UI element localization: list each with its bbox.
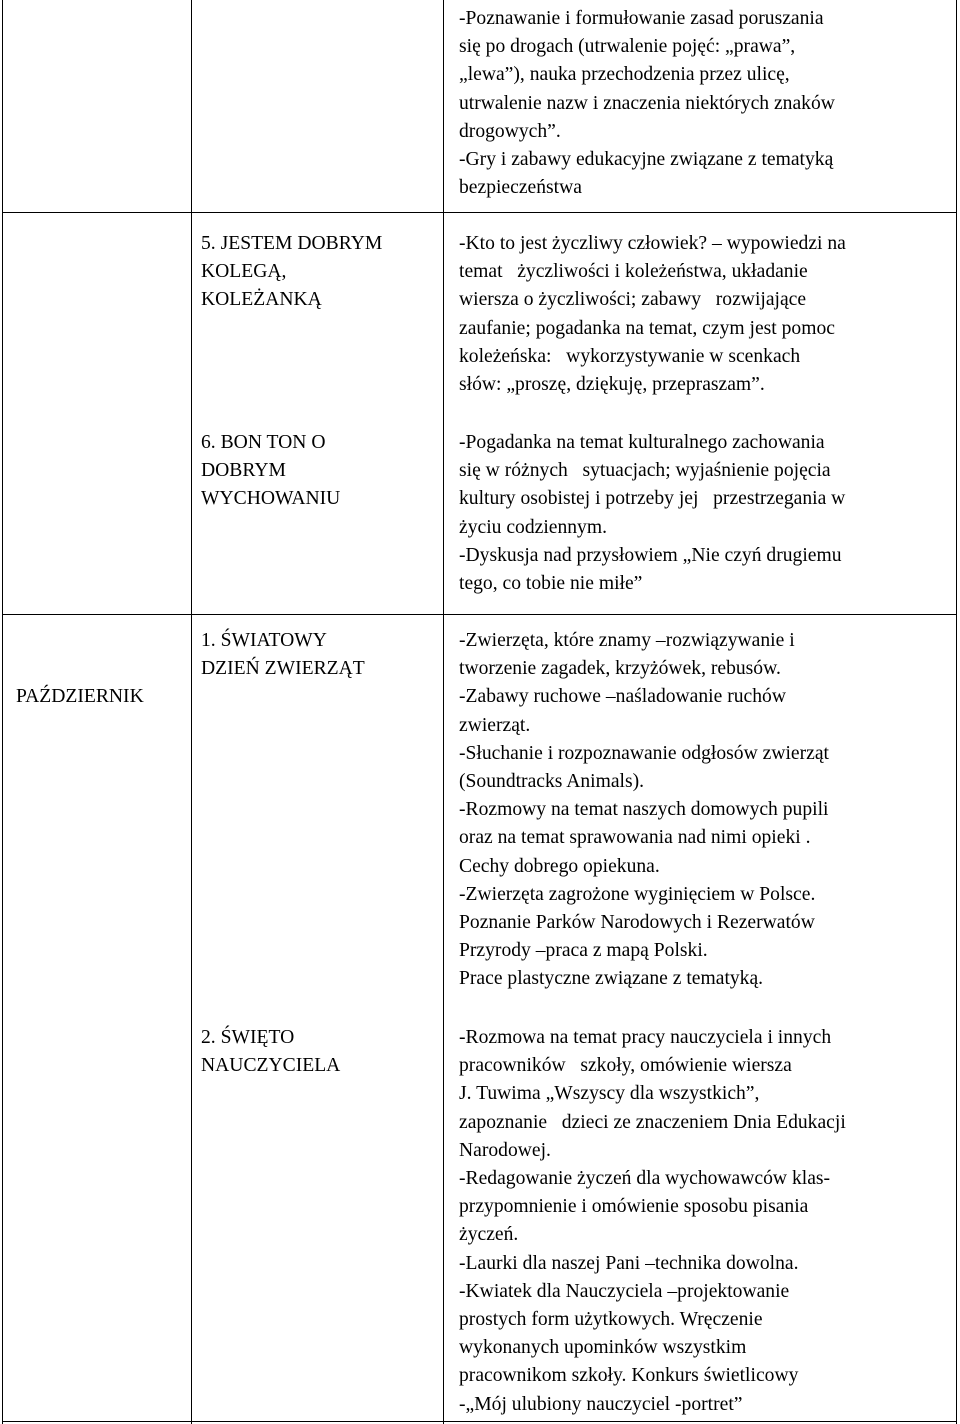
text-line: Prace plastyczne związane z tematyką. <box>459 968 764 990</box>
text-line: -Laurki dla naszej Pani –technika dowolna. <box>459 1252 799 1274</box>
text-line: NAUCZYCIELA <box>201 1055 341 1077</box>
text-line: -Kwiatek dla Nauczyciela –projektowanie <box>459 1280 790 1302</box>
table-border-bottom <box>2 1421 957 1422</box>
text-line: -Zwierzęta, które znamy –rozwiązywanie i <box>459 630 795 651</box>
text-line: zwierząt. <box>459 714 531 736</box>
text-line: Cechy dobrego opiekuna. <box>459 855 660 877</box>
text-line: -Kto to jest życzliwy człowiek? – wypowiedzi na <box>459 233 846 254</box>
text-line: J. Tuwima „Wszyscy dla wszystkich”, <box>459 1083 760 1105</box>
activity-description <box>459 230 955 399</box>
text-line: (Soundtracks Animals). <box>459 771 645 793</box>
text-line: koleżeńska: wykorzystywanie w scenkach <box>459 345 801 367</box>
text-line: drogowych”. <box>459 120 561 142</box>
text-line: Narodowej. <box>459 1139 551 1161</box>
activity-description <box>459 627 955 994</box>
month-label <box>16 627 186 768</box>
text-line: kultury osobistej i potrzeby jej przestrzegania w <box>459 488 846 510</box>
text-line: -Słuchanie i rozpoznawanie odgłosów zwierząt <box>459 742 829 764</box>
text-line: -„Mój ulubiony nauczyciel -portret” <box>459 1393 743 1415</box>
text-line: 5. JESTEM DOBRYM <box>201 233 383 254</box>
row-divider <box>2 614 957 615</box>
text-line: DZIEŃ ZWIERZĄT <box>201 658 365 680</box>
row-divider <box>2 212 957 213</box>
text-line: tego, co tobie nie miłe” <box>459 573 643 595</box>
topic-title <box>201 627 433 683</box>
text-line: -Dyskusja nad przysłowiem „Nie czyń drugiemu <box>459 544 842 566</box>
text-line: -Rozmowy na temat naszych domowych pupili <box>459 799 829 821</box>
text-line: tworzenie zagadek, krzyżówek, rebusów. <box>459 658 781 680</box>
text-line: Poznanie Parków Narodowych i Rezerwatów <box>459 912 815 934</box>
text-line: 1. ŚWIATOWY <box>201 630 327 651</box>
text-line: „lewa”), nauka przechodzenia przez ulicę, <box>459 64 790 86</box>
text-line: utrwalenie nazw i znaczenia niektórych znaków <box>459 92 835 114</box>
text-line: się po drogach (utrwalenie pojęć: „prawa”, <box>459 36 796 58</box>
table-border-left <box>2 0 3 1424</box>
month-name: PAŹDZIERNIK <box>16 686 144 708</box>
text-line: prostych form użytkowych. Wręczenie <box>459 1309 763 1331</box>
text-line: wykonanych upominków wszystkim <box>459 1337 747 1359</box>
text-line: życiu codziennym. <box>459 516 607 538</box>
text-line: oraz na temat sprawowania nad nimi opieki . <box>459 827 811 849</box>
text-line: DOBRYM <box>201 460 286 482</box>
text-line: wiersza o życzliwości; zabawy rozwijające <box>459 289 807 311</box>
activity-description <box>459 5 955 202</box>
table-border-right <box>956 0 957 1424</box>
text-line: bezpieczeństwa <box>459 177 582 199</box>
text-line: -Gry i zabawy edukacyjne związane z tematyką <box>459 149 834 171</box>
text-line: -Redagowanie życzeń dla wychowawców klas- <box>459 1168 831 1190</box>
text-line: pracownikom szkoły. Konkurs świetlicowy <box>459 1365 799 1387</box>
text-line: 6. BON TON O <box>201 432 326 453</box>
column-divider <box>191 0 192 1424</box>
text-line: -Poznawanie i formułowanie zasad poruszania <box>459 8 824 29</box>
text-line: -Rozmowa na temat pracy nauczyciela i innych <box>459 1027 832 1048</box>
text-line: -Pogadanka na temat kulturalnego zachowania <box>459 432 825 453</box>
topic-title <box>201 230 433 315</box>
activity-description <box>459 429 955 598</box>
text-line: temat życzliwości i koleżeństwa, układanie <box>459 261 808 283</box>
text-line: Przyrody –praca z mapą Polski. <box>459 940 708 962</box>
activity-description <box>459 1024 955 1419</box>
text-line: pracowników szkoły, omówienie wiersza <box>459 1055 792 1077</box>
text-line: KOLEŻANKĄ <box>201 289 322 311</box>
text-line: życzeń. <box>459 1224 519 1246</box>
column-divider <box>443 0 444 1424</box>
text-line: przypomnienie i omówienie sposobu pisania <box>459 1196 809 1218</box>
text-line: -Zwierzęta zagrożone wyginięciem w Polsce. <box>459 883 816 905</box>
text-line: się w różnych sytuacjach; wyjaśnienie pojęcia <box>459 460 831 482</box>
text-line: -Zabawy ruchowe –naśladowanie ruchów <box>459 686 786 708</box>
text-line: 2. ŚWIĘTO <box>201 1027 295 1048</box>
text-line: WYCHOWANIU <box>201 488 341 510</box>
text-line: KOLEGĄ, <box>201 261 287 283</box>
text-line: zapoznanie dzieci ze znaczeniem Dnia Edukacji <box>459 1111 846 1133</box>
text-line: słów: „proszę, dziękuję, przepraszam”. <box>459 374 765 396</box>
text-line: zaufanie; pogadanka na temat, czym jest pomoc <box>459 317 835 339</box>
topic-title <box>201 429 433 514</box>
topic-title <box>201 1024 433 1080</box>
